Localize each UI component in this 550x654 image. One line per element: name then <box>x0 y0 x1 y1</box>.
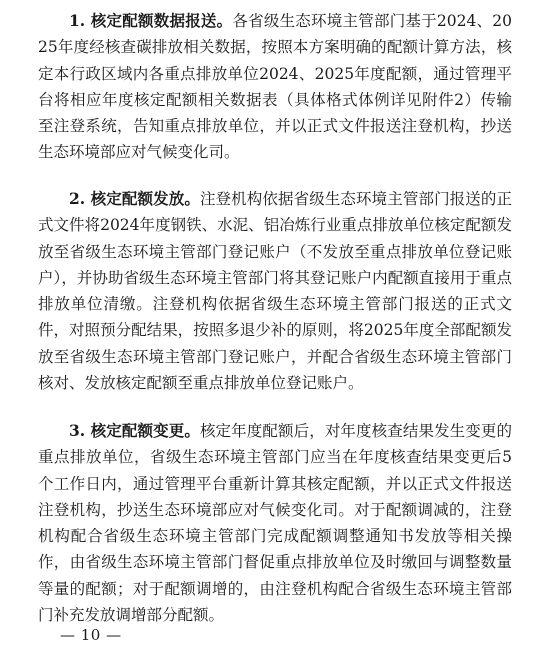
paragraph-body: 注登机构依据省级生态环境主管部门报送的正式文件将2024年度钢铁、水泥、铝冶炼行业重点排放单位核定配额发放至省级生态环境主管部门登记账户（不发放至重点排放单位登记账户），并协助省级生态环境主管部门将其登记账户内配额直接用于重点排放单位清缴。注登机构依据省级生态环境主管部门报送的正式文件，对照预分配结果，按照多退少补的原则，将2025年度全部配额发放至省级生态环境主管部门登记账户，并配合省级生态环境主管部门核对、发放核定配额至重点排放单位登记账户。 <box>38 190 512 393</box>
paragraph-heading: 2. 核定配额发放。 <box>69 189 200 208</box>
paragraph-quota-issuance <box>38 186 512 396</box>
paragraph-heading: 3. 核定配额变更。 <box>69 421 200 440</box>
paragraph-quota-change <box>38 418 512 628</box>
paragraph-body: 各省级生态环境主管部门基于2024、2025年度经核查碳排放相关数据，按照本方案明确的配额计算方法，核定本行政区域内各重点排放单位2024、2025年度配额，通过管理平台将相应年度核定配额相关数据表（具体格式体例详见附件2）传输至注登系统，告知重点排放单位，并以正式文件报送注登机构，抄送生态环境部应对气候变化司。 <box>38 12 513 162</box>
paragraph-quota-data-submission <box>38 8 512 166</box>
paragraph-heading: 1. 核定配额数据报送。 <box>69 11 233 30</box>
paragraph-body: 核定年度配额后，对年度核查结果发生变更的重点排放单位，省级生态环境主管部门应当在年度核查结果变更后5个工作日内，通过管理平台重新计算其核定配额，并以正式文件报送注登机构，抄送生态环境部应对气候变化司。对于配额调减的，注登机构配合省级生态环境主管部门完成配额调整通知书发放等相关操作，由省级生态环境主管部门督促重点排放单位及时缴回与调整数量等量的配额；对于配额调增的，由注登机构配合省级生态环境主管部门补充发放调增部分配额。 <box>38 422 512 625</box>
page-number: — 10 — <box>60 626 122 644</box>
